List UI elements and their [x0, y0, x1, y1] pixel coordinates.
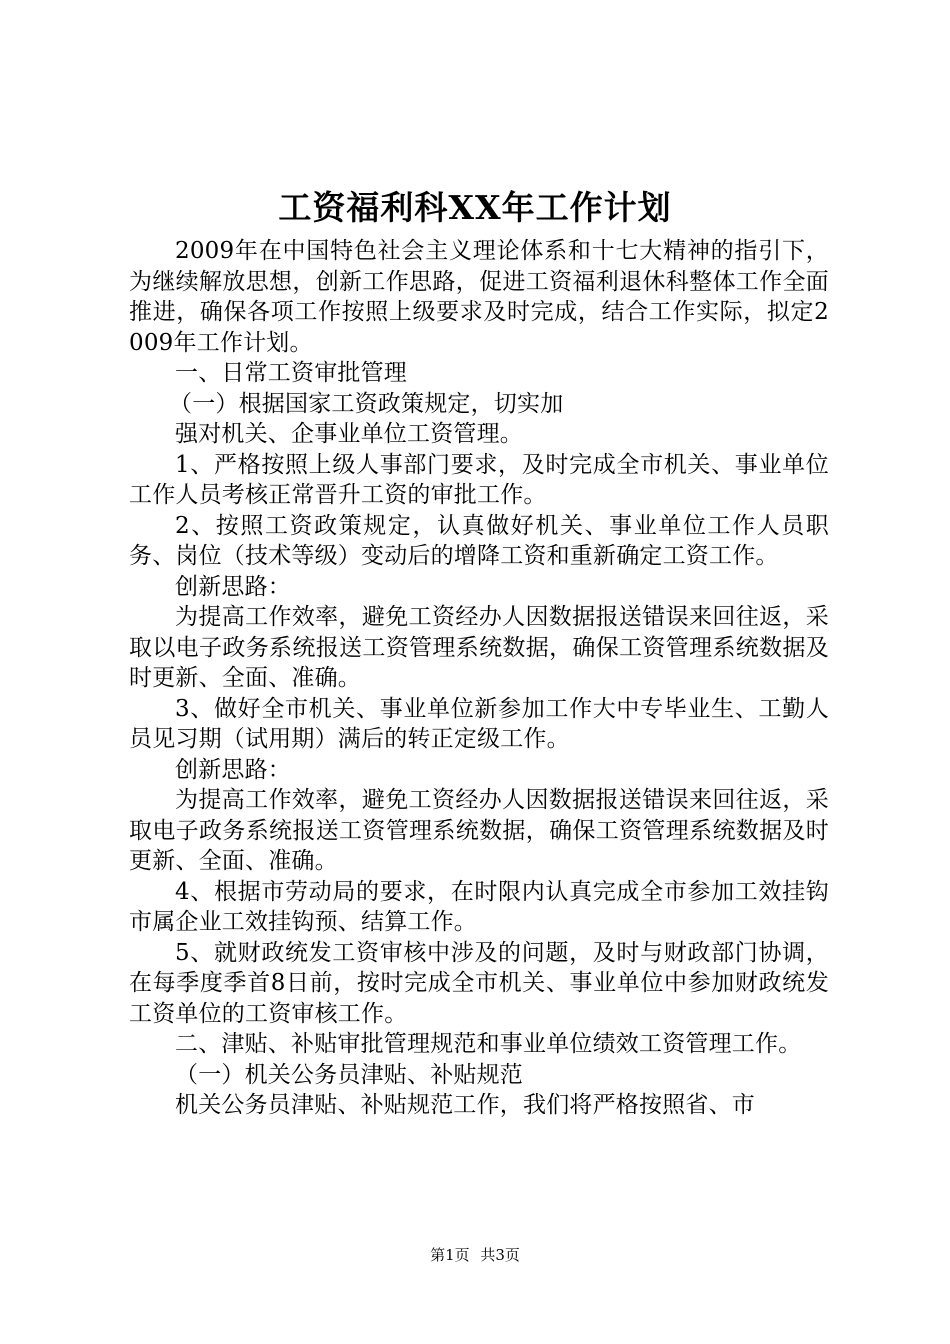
page-total: 共3页: [480, 1246, 520, 1264]
subsection-heading-1: （一）根据国家工资政策规定，切实加: [169, 390, 564, 417]
section-heading-2: 二、津贴、补贴审批管理规范和事业单位绩效工资管理工作。: [175, 1031, 802, 1057]
paragraph: 1、严格按照上级人事部门要求，及时完成全市机关、事业单位工作人员考核正常晋升工资的审批工作。: [129, 451, 829, 508]
paragraph: 3、做好全市机关、事业单位新参加工作大中专毕业生、工勤人员见习期（试用期）满后的转正定级工作。: [129, 695, 829, 752]
paragraph: 为提高工作效率，避免工资经办人因数据报送错误来回往返，采取电子政务系统报送工资管理系统数据，确保工资管理系统数据及时更新、全面、准确。: [129, 787, 829, 874]
page-number: 第1页: [430, 1246, 470, 1264]
innovation-label: 创新思路：: [175, 756, 291, 783]
section-heading-1: 一、日常工资审批管理: [175, 360, 407, 386]
paragraph: 机关公务员津贴、补贴规范工作，我们将严格按照省、市: [175, 1092, 755, 1118]
paragraph: 4、根据市劳动局的要求，在时限内认真完成全市参加工效挂钩市属企业工效挂钩预、结算工作。: [129, 878, 829, 935]
intro-paragraph: 2009年在中国特色社会主义理论体系和十七大精神的指引下，为继续解放思想，创新工作思路，促进工资福利退休科整体工作全面推进，确保各项工作按照上级要求及时完成，结合工作实际，拟定2009年工作计划。: [129, 238, 829, 356]
document-body: [129, 236, 829, 1121]
subsection-heading-2: （一）机关公务员津贴、补贴规范: [175, 1061, 523, 1088]
innovation-label: 创新思路：: [175, 573, 291, 600]
document-title: 工资福利科XX年工作计划: [278, 188, 672, 227]
paragraph: 强对机关、企事业单位工资管理。: [175, 421, 523, 447]
paragraph: 2、按照工资政策规定，认真做好机关、事业单位工作人员职务、岗位（技术等级）变动后的增降工资和重新确定工资工作。: [129, 512, 829, 569]
page-footer: [0, 1244, 950, 1265]
paragraph: 5、就财政统发工资审核中涉及的问题，及时与财政部门协调，在每季度季首8日前，按时完成全市机关、事业单位中参加财政统发工资单位的工资审核工作。: [129, 939, 829, 1027]
paragraph: 为提高工作效率，避免工资经办人因数据报送错误来回往返，采取以电子政务系统报送工资管理系统数据，确保工资管理系统数据及时更新、全面、准确。: [129, 604, 829, 691]
